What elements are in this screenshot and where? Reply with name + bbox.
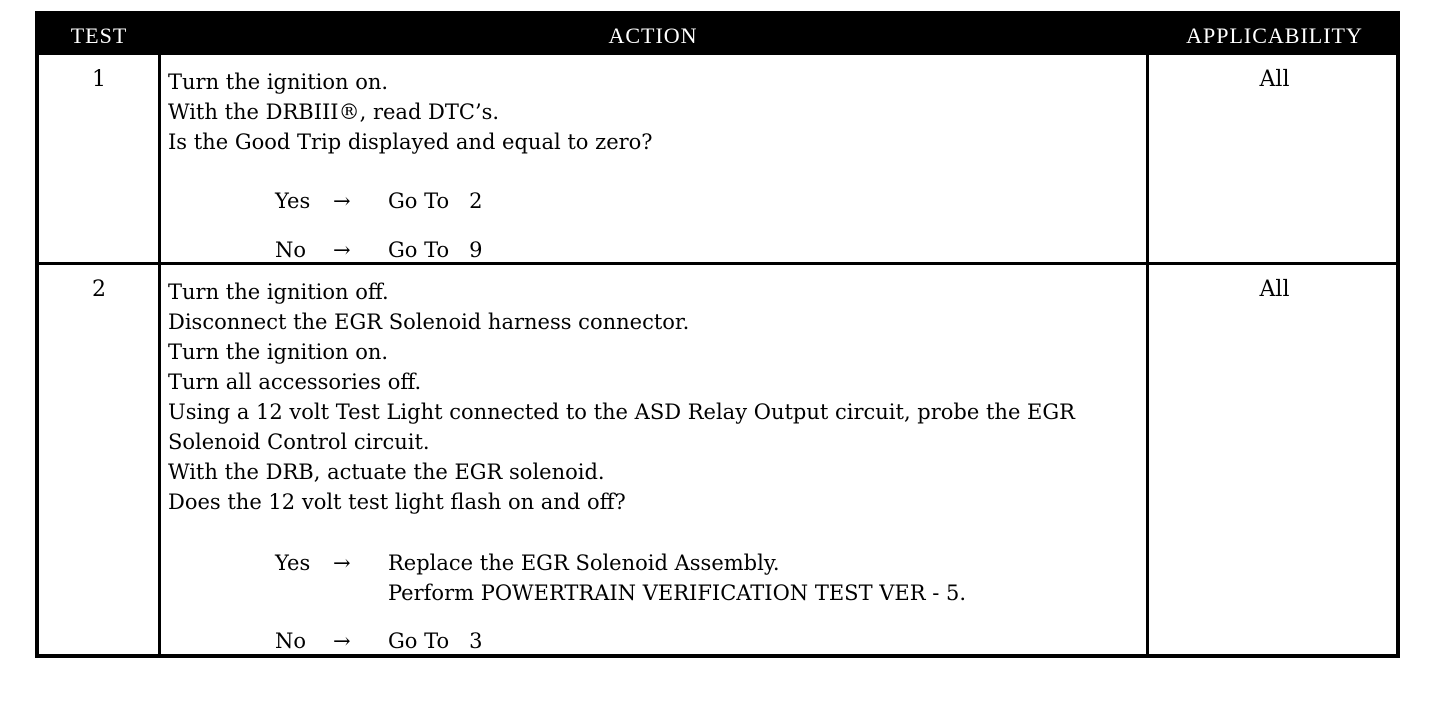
answer-yes xyxy=(275,186,483,216)
answer-label: Yes xyxy=(275,189,311,213)
arrow-icon: → xyxy=(333,238,351,262)
action-line: Turn the ignition on. xyxy=(168,70,389,94)
arrow-icon: → xyxy=(333,189,351,213)
action-line: Turn the ignition on. xyxy=(168,340,389,364)
answer-result: Go To 9 xyxy=(388,238,483,262)
header-test: TEST xyxy=(70,23,128,48)
answer-result: Go To 3 xyxy=(388,629,483,653)
action-line: Disconnect the EGR Solenoid harness connector. xyxy=(168,310,690,334)
applicability-value: All xyxy=(1259,277,1290,302)
applicability-value: All xyxy=(1259,67,1290,92)
action-line: Using a 12 volt Test Light connected to the ASD Relay Output circuit, probe the EGR xyxy=(168,400,1075,424)
action-line: Solenoid Control circuit. xyxy=(168,430,430,454)
test-number: 1 xyxy=(92,67,106,92)
action-line: Does the 12 volt test light flash on and off? xyxy=(168,490,626,514)
answer-result: Perform POWERTRAIN VERIFICATION TEST VER - 5. xyxy=(388,581,967,605)
header-action: ACTION xyxy=(608,23,698,48)
arrow-icon: → xyxy=(333,629,351,653)
action-line: With the DRB, actuate the EGR solenoid. xyxy=(168,460,605,484)
arrow-icon: → xyxy=(333,551,351,575)
answer-label: No xyxy=(275,238,307,262)
answer-result: Replace the EGR Solenoid Assembly. xyxy=(388,551,780,575)
action-line: Is the Good Trip displayed and equal to zero? xyxy=(168,130,653,154)
action-line: With the DRBIII®, read DTC’s. xyxy=(168,100,500,124)
answer-no xyxy=(275,626,483,656)
test-number: 2 xyxy=(92,277,106,302)
answer-no xyxy=(275,235,483,265)
answer-result: Go To 2 xyxy=(388,189,483,213)
action-line: Turn the ignition off. xyxy=(168,280,389,304)
action-cell xyxy=(168,277,1143,517)
action-cell xyxy=(168,67,1143,157)
answer-label: Yes xyxy=(275,551,311,575)
diagnostic-test-table xyxy=(35,11,1400,658)
table-header xyxy=(39,15,1396,55)
table-row xyxy=(39,265,1396,655)
action-line: Turn all accessories off. xyxy=(168,370,422,394)
answer-label: No xyxy=(275,629,307,653)
table-row xyxy=(39,55,1396,262)
answer-yes xyxy=(275,548,966,608)
header-applicability: APPLICABILITY xyxy=(1186,23,1363,48)
